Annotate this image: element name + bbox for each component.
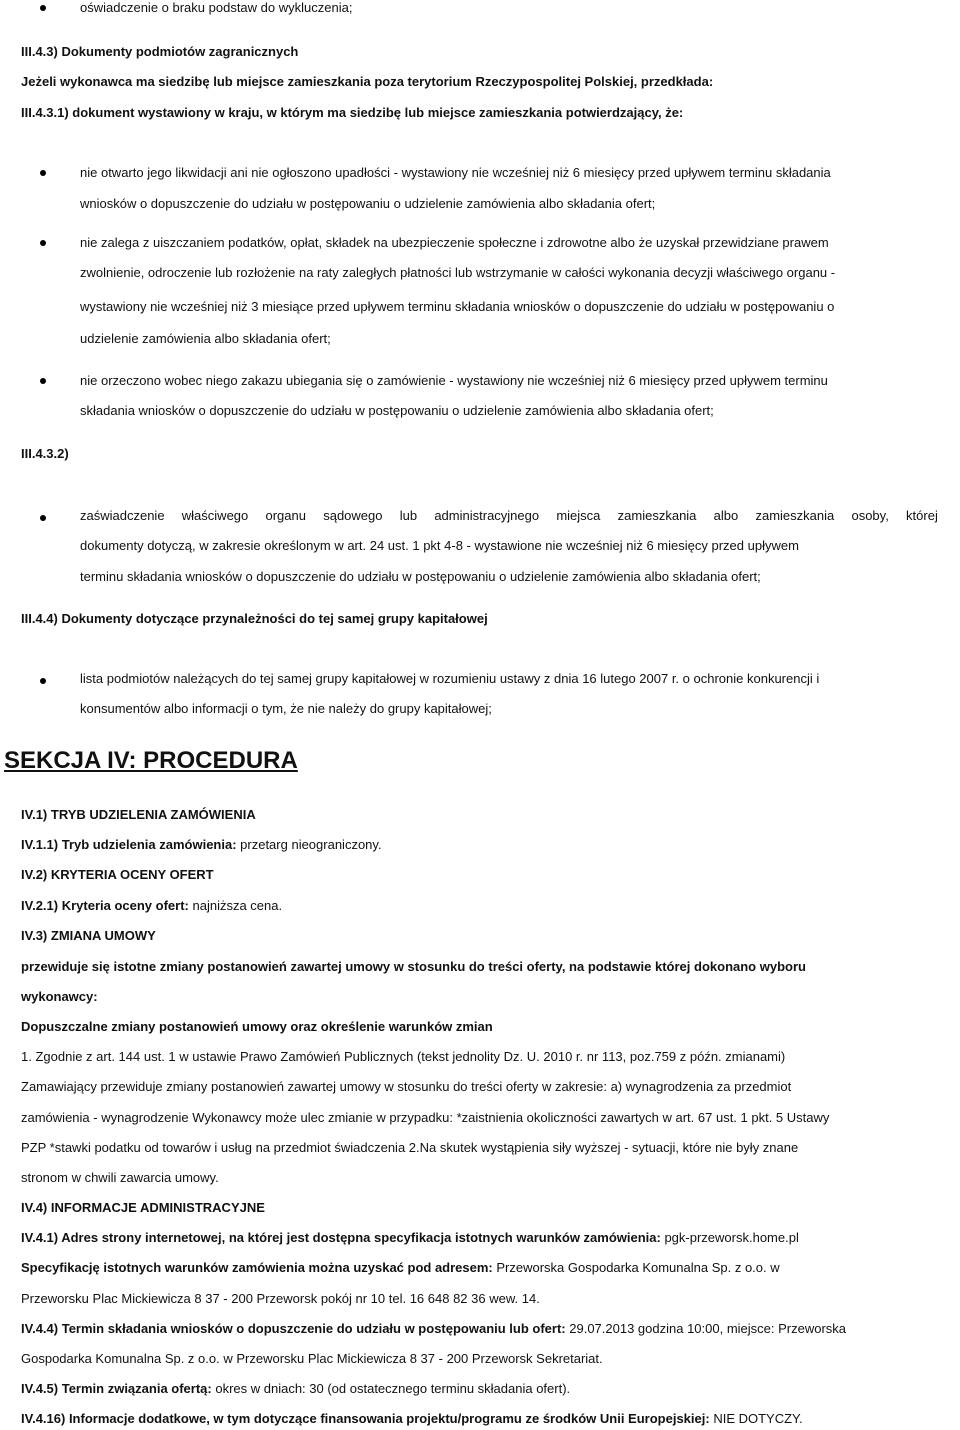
- field-label: IV.4.4) Termin składania wniosków o dopuszczenie do udziału w postępowaniu lub ofert:: [21, 1321, 566, 1336]
- field-row: [21, 1381, 570, 1397]
- paragraph-line: Dopuszczalne zmiany postanowień umowy oraz określenie warunków zmian: [21, 1019, 493, 1034]
- field-row: [21, 1321, 846, 1337]
- section-title: SEKCJA IV: PROCEDURA: [4, 747, 298, 774]
- bullet-line: wystawiony nie wcześniej niż 3 miesiące przed upływem terminu składania wniosków o dopuszczenie do udziału w postępowaniu o: [80, 299, 835, 314]
- paragraph-line: przewiduje się istotne zmiany postanowień zawartej umowy w stosunku do treści oferty, na podstawie której dokonano wyboru: [21, 959, 806, 974]
- paragraph-line: PZP *stawki podatku od towarów i usług na przedmiot świadczenia 2.Na skutek wystąpienia siły wyższej - sytuacji, które nie były znane: [21, 1140, 799, 1155]
- bullet-icon: [40, 5, 46, 11]
- bullet-line: dokumenty dotyczą, w zakresie określonym w art. 24 ust. 1 pkt 4-8 - wystawione nie wcześniej niż 6 miesięcy przed upływem: [80, 538, 799, 553]
- bullet-icon: [40, 170, 46, 176]
- field-label: IV.1.1) Tryb udzielenia zamówienia:: [21, 837, 237, 852]
- bullet-line: wniosków o dopuszczenie do udziału w postępowaniu o udzielenie zamówienia albo składania ofert;: [80, 196, 656, 211]
- paragraph-line: Gospodarka Komunalna Sp. z o.o. w Przeworsku Plac Mickiewicza 8 37 - 200 Przeworsk Sekretariat.: [21, 1351, 603, 1366]
- subsection-heading: III.4.3.1) dokument wystawiony w kraju, w którym ma siedzibę lub miejsce zamieszkania potwierdzający, że:: [21, 105, 684, 120]
- field-row: [21, 837, 382, 853]
- subsection-heading: IV.2) KRYTERIA OCENY OFERT: [21, 867, 214, 882]
- field-value: NIE DOTYCZY.: [709, 1411, 803, 1426]
- bullet-line: nie zalega z uiszczaniem podatków, opłat, składek na ubezpieczenie społeczne i zdrowotne albo że uzyskał przewidziane prawem: [80, 235, 829, 250]
- bullet-icon: [40, 515, 46, 521]
- bullet-line: nie otwarto jego likwidacji ani nie ogłoszono upadłości - wystawiony nie wcześniej niż 6 miesięcy przed upływem terminu składania: [80, 165, 831, 180]
- bullet-line: konsumentów albo informacji o tym, że nie należy do grupy kapitałowej;: [80, 701, 492, 716]
- bullet-line: zwolnienie, odroczenie lub rozłożenie na raty zaległych płatności lub wstrzymanie w całości wykonania decyzji właściwego organu -: [80, 265, 836, 280]
- section-heading: III.4.3) Dokumenty podmiotów zagranicznych: [21, 44, 299, 59]
- paragraph-line: wykonawcy:: [21, 989, 98, 1004]
- section-intro: Jeżeli wykonawca ma siedzibę lub miejsce zamieszkania poza terytorium Rzeczypospolitej Polskiej, przedkłada:: [21, 74, 714, 89]
- field-label: IV.4.16) Informacje dodatkowe, w tym dotyczące finansowania projektu/programu ze środków Unii Europejskiej:: [21, 1411, 710, 1426]
- bullet-icon: [40, 678, 46, 684]
- bullet-line: zaświadczenie właściwego organu sądowego lub administracyjnego miejsca zamieszkania albo zamieszkania osoby, której: [80, 508, 938, 523]
- bullet-line: nie orzeczono wobec niego zakazu ubiegania się o zamówienie - wystawiony nie wcześniej niż 6 miesięcy przed upływem terminu: [80, 373, 828, 388]
- field-label: IV.4.1) Adres strony internetowej, na której jest dostępna specyfikacja istotnych warunków zamówienia:: [21, 1230, 661, 1245]
- field-label: IV.2.1) Kryteria oceny ofert:: [21, 898, 189, 913]
- subsection-heading: IV.4) INFORMACJE ADMINISTRACYJNE: [21, 1200, 265, 1215]
- field-row: [21, 1260, 780, 1276]
- subsection-heading: IV.1) TRYB UDZIELENIA ZAMÓWIENIA: [21, 807, 256, 822]
- field-value: 29.07.2013 godzina 10:00, miejsce: Przeworska: [565, 1321, 847, 1336]
- bullet-line: terminu składania wniosków o dopuszczenie do udziału w postępowaniu o udzielenie zamówienia albo składania ofert;: [80, 569, 761, 584]
- bullet-line: składania wniosków o dopuszczenie do udziału w postępowaniu o udzielenie zamówienia albo składania ofert;: [80, 403, 714, 418]
- paragraph-line: stronom w chwili zawarcia umowy.: [21, 1170, 219, 1185]
- field-value: przetarg nieograniczony.: [236, 837, 382, 852]
- bullet-icon: [40, 378, 46, 384]
- subsection-heading: III.4.3.2): [21, 446, 69, 461]
- paragraph-line: Przeworsku Plac Mickiewicza 8 37 - 200 Przeworsk pokój nr 10 tel. 16 648 82 36 wew. 14.: [21, 1291, 540, 1306]
- field-row: [21, 1411, 803, 1427]
- field-value: Przeworska Gospodarka Komunalna Sp. z o.o. w: [492, 1260, 780, 1275]
- bullet-line: lista podmiotów należących do tej samej grupy kapitałowej w rozumieniu ustawy z dnia 16 lutego 2007 r. o ochronie konkurencji i: [80, 671, 820, 686]
- paragraph-line: 1. Zgodnie z art. 144 ust. 1 w ustawie Prawo Zamówień Publicznych (tekst jednolity Dz. U. 2010 r. nr 113, poz.759 z późn. zmianami): [21, 1049, 786, 1064]
- section-heading: III.4.4) Dokumenty dotyczące przynależności do tej samej grupy kapitałowej: [21, 611, 488, 626]
- subsection-heading: IV.3) ZMIANA UMOWY: [21, 928, 156, 943]
- bullet-line: udzielenie zamówienia albo składania ofert;: [80, 331, 331, 346]
- field-value: najniższa cena.: [188, 898, 283, 913]
- field-row: [21, 1230, 799, 1246]
- paragraph-line: Zamawiający przewiduje zmiany postanowień zawartej umowy w stosunku do treści oferty w zakresie: a) wynagrodzenia za przedmiot: [21, 1079, 792, 1094]
- field-row: [21, 898, 282, 914]
- field-value: okres w dniach: 30 (od ostatecznego terminu składania ofert).: [211, 1381, 571, 1396]
- field-label: IV.4.5) Termin związania ofertą:: [21, 1381, 212, 1396]
- field-value: pgk-przeworsk.home.pl: [660, 1230, 799, 1245]
- field-label: Specyfikację istotnych warunków zamówienia można uzyskać pod adresem:: [21, 1260, 493, 1275]
- bullet-icon: [40, 240, 46, 246]
- paragraph-line: zamówienia - wynagrodzenie Wykonawcy może ulec zmianie w przypadku: *zaistnienia okoliczności zawartych w art. 67 ust. 1 pkt. 5 Ustawy: [21, 1110, 830, 1125]
- bullet-text: oświadczenie o braku podstaw do wykluczenia;: [80, 0, 353, 15]
